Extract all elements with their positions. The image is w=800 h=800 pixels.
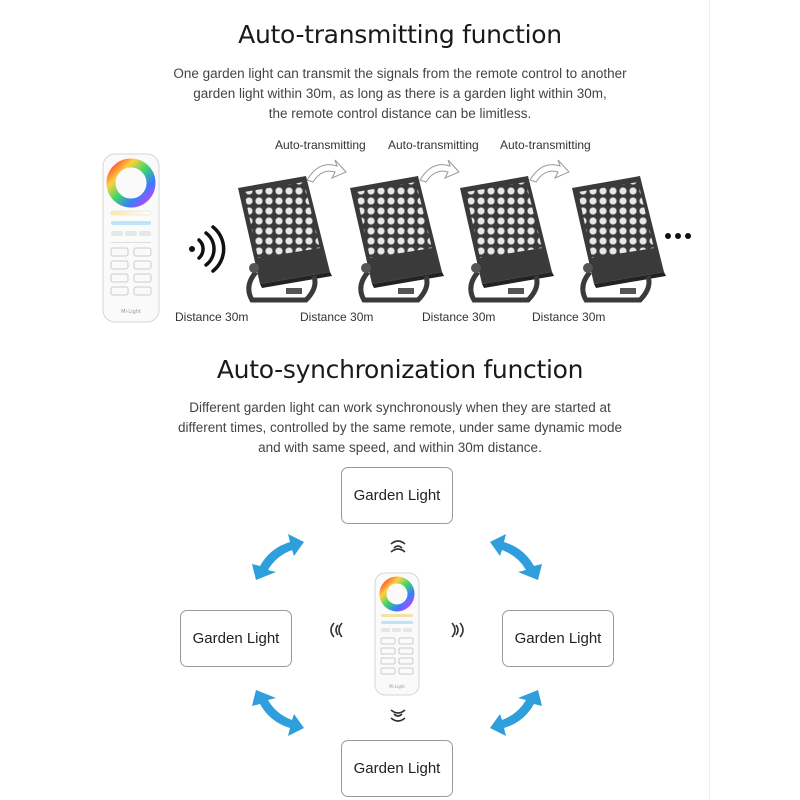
sync-arrow-icon: [488, 530, 544, 582]
transmit-label: Auto-transmitting: [500, 138, 591, 152]
distance-label: Distance 30m: [175, 310, 249, 324]
signal-waves-icon: [388, 538, 408, 554]
section2-description-line: and with same speed, and within 30m distance.: [258, 440, 542, 455]
garden-light-icon: [346, 176, 446, 304]
distance-label: Distance 30m: [422, 310, 496, 324]
sync-arrow-icon: [488, 688, 544, 740]
distance-label: Distance 30m: [532, 310, 606, 324]
remote-control-icon: [102, 153, 160, 323]
remote-control-icon: [374, 572, 420, 696]
section1-description: [0, 64, 800, 124]
sync-arrow-icon: [250, 530, 306, 582]
section1-description-line: the remote control distance can be limitless.: [268, 106, 532, 121]
remote-brand: Mi·Light: [121, 309, 141, 315]
garden-light-box-bottom: Garden Light: [341, 740, 453, 797]
signal-waves-icon: [388, 708, 408, 724]
section1-title: Auto-transmitting function: [238, 20, 562, 49]
section2-title: Auto-synchronization function: [216, 355, 584, 384]
signal-waves-icon: [448, 620, 466, 640]
section2-description-line: different times, controlled by the same remote, under same dynamic mode: [178, 420, 622, 435]
garden-light-box-top: Garden Light: [341, 467, 453, 524]
signal-waves-icon: [328, 620, 346, 640]
remote-brand: Mi·Light: [389, 684, 405, 689]
section2-description: [0, 398, 800, 458]
garden-light-icon: [234, 176, 334, 304]
transmit-label: Auto-transmitting: [275, 138, 366, 152]
garden-light-box-left: Garden Light: [180, 610, 292, 667]
section1-description-line: garden light within 30m, as long as there is a garden light within 30m,: [193, 86, 607, 101]
garden-light-icon: [568, 176, 668, 304]
garden-light-icon: [456, 176, 556, 304]
section1-description-line: One garden light can transmit the signals from the remote control to another: [173, 66, 627, 81]
section2-description-line: Different garden light can work synchronously when they are started at: [189, 400, 611, 415]
ellipsis-icon: [664, 232, 692, 240]
distance-label: Distance 30m: [300, 310, 374, 324]
garden-light-box-right: Garden Light: [502, 610, 614, 667]
transmit-label: Auto-transmitting: [388, 138, 479, 152]
sync-arrow-icon: [250, 688, 306, 740]
signal-waves-icon: [186, 226, 226, 272]
